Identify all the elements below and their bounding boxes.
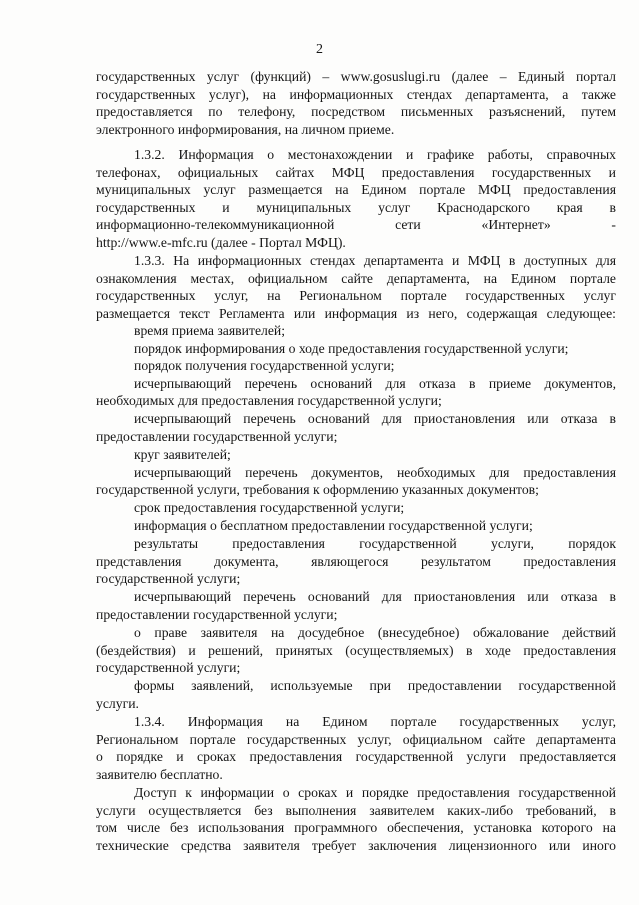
text-line: 1.3.3. На информационных стендах департамента и МФЦ в доступных для (134, 253, 616, 268)
text-line: порядок получения государственной услуги; (134, 358, 395, 373)
text-line: о порядке и сроках предоставления государственной услуги предоставляется (96, 749, 616, 764)
text-line: государственной услуги, требования к оформлению указанных документов; (96, 482, 539, 497)
text-line: государственной услуги; (96, 571, 241, 586)
text-line: предоставлении государственной услуги; (96, 428, 338, 444)
text-line: 1.3.2. Информация о местонахождении и графике работы, справочных (134, 147, 616, 162)
text-line: (бездействия) и решений, принятых (осуществляемых) в ходе предоставления (96, 642, 616, 658)
text-line: формы заявлений, используемые при предоставлении государственной (134, 678, 616, 693)
text-line: муниципальных услуг размещается на Едином портале МФЦ предоставления (96, 182, 616, 197)
text-line: исчерпывающий перечень оснований для приостановления или отказа в (134, 411, 616, 426)
text-line: Региональном портале государственных услуг, официальном сайте департамента (96, 731, 616, 747)
text-line: представления документа, являющегося результатом предоставления (96, 553, 616, 569)
page-number: 2 (316, 42, 323, 57)
text-line: государственных и муниципальных услуг Краснодарского края в (96, 199, 616, 215)
text-line: заявителю бесплатно. (96, 766, 223, 782)
text-line: услуги. (96, 695, 139, 711)
text-line: телефонах, официальных сайтах МФЦ предоставления государственных и (96, 164, 616, 180)
text-line: порядок информирования о ходе предоставления государственной услуги; (134, 340, 569, 356)
text-line: круг заявителей; (134, 447, 231, 462)
text-line: технические средства заявителя требует заключения лицензионного или иного (96, 837, 616, 853)
text-line: о праве заявителя на досудебное (внесудебное) обжалование действий (134, 625, 616, 640)
text-line: результаты предоставления государственной услуги, порядок (134, 536, 616, 551)
text-line: необходимых для предоставления государственной услуги; (96, 393, 442, 408)
text-line: исчерпывающий перечень оснований для отказа в приеме документов, (134, 375, 616, 391)
text-line: исчерпывающий перечень оснований для приостановления или отказа в (134, 589, 616, 604)
text-line: http://www.e-mfc.ru (далее - Портал МФЦ). (96, 234, 346, 250)
text-line: срок предоставления государственной услуги; (134, 500, 405, 515)
text-line: размещается текст Регламента или информация из него, содержащая следующее: (96, 305, 616, 321)
text-line: предоставляется по телефону, посредством письменных разъяснений, путем (96, 104, 616, 119)
text-line: Доступ к информации о сроках и порядке предоставления государственной (134, 785, 616, 800)
text-line: предоставлении государственной услуги; (96, 606, 338, 622)
text-line: государственных услуг (функций) – www.gosuslugi.ru (далее – Единый портал (96, 69, 616, 84)
text-line: информационно-телекоммуникационной сети «Интернет» - (96, 217, 616, 232)
text-line: электронного информирования, на личном приеме. (96, 121, 395, 137)
text-line: государственных услуг), на информационных стендах департамента, а также (96, 86, 616, 102)
text-line: том числе без использования программного обеспечения, установка которого на (96, 820, 616, 835)
text-line: государственной услуги; (96, 660, 241, 675)
text-line: исчерпывающий перечень документов, необходимых для предоставления (134, 464, 616, 480)
text-line: государственных услуг, на Региональном портале государственных услуг (96, 288, 616, 303)
text-line: 1.3.4. Информация на Едином портале государственных услуг, (134, 714, 616, 729)
text-line: ознакомления местах, официальном сайте департамента, на Едином портале (96, 270, 616, 286)
text-line: услуги осуществляется без выполнения заявителем каких-либо требований, в (96, 802, 616, 818)
text-line: время приема заявителей; (134, 323, 286, 338)
text-line: информация о бесплатном предоставлении государственной услуги; (134, 518, 533, 533)
